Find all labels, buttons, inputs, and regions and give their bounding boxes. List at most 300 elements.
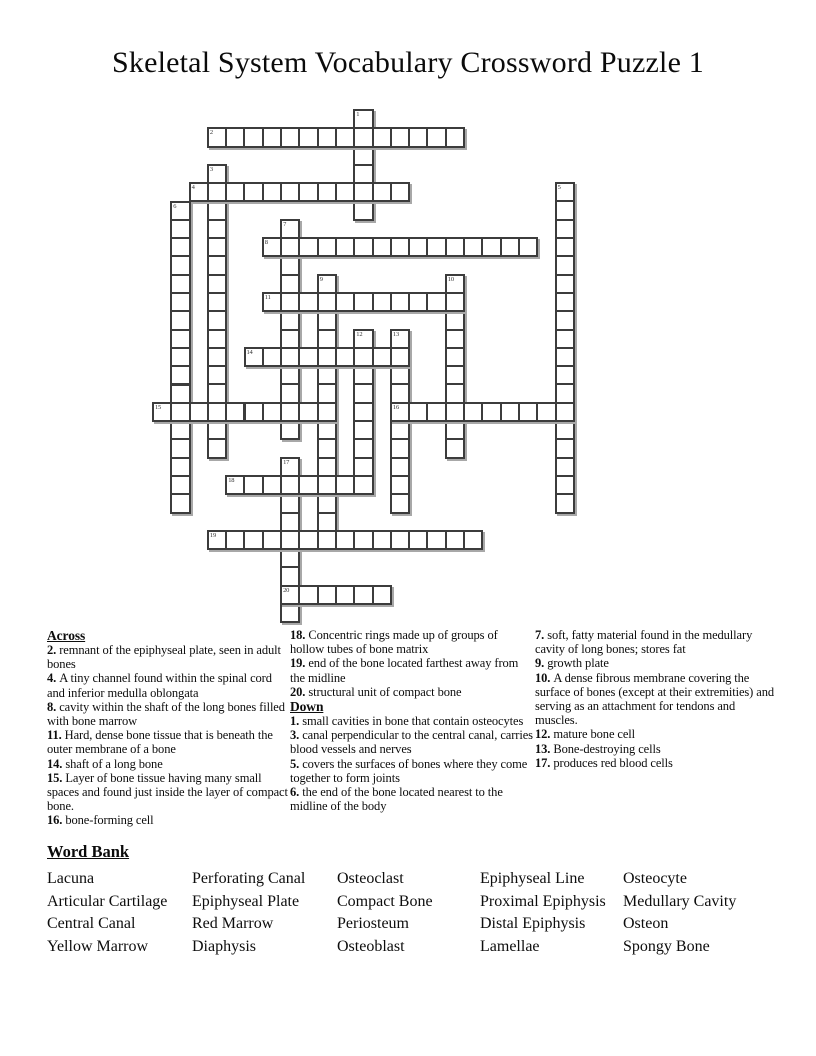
clue-text: remnant of the epiphyseal plate, seen in adult bones [47,643,281,672]
grid-cell[interactable] [390,402,410,422]
clue-20-across [290,685,534,699]
grid-cell[interactable] [317,329,337,349]
grid-cell[interactable] [445,347,465,367]
grid-cell[interactable] [280,383,300,403]
word-bank-item: Epiphyseal Line [480,870,585,887]
grid-cell[interactable] [280,475,300,495]
grid-cell[interactable] [518,402,538,422]
grid-cell[interactable] [298,292,318,312]
word-bank-item: Distal Epiphysis [480,915,586,933]
grid-cell[interactable] [372,182,392,202]
grid-cell[interactable] [170,255,190,275]
grid-cell[interactable] [170,457,190,477]
grid-cell[interactable] [298,530,318,550]
grid-cell[interactable] [170,201,190,221]
word-16-across [390,402,575,422]
grid-cell[interactable] [555,310,575,330]
grid-cell[interactable] [280,310,300,330]
grid-cell[interactable] [445,438,465,458]
grid-cell[interactable] [555,347,575,367]
grid-cell[interactable] [500,237,520,257]
grid-cell[interactable] [555,292,575,312]
clue-text: Hard, dense bone tissue that is beneath the outer membrane of a bone [47,728,273,757]
clue-2-across [47,643,291,671]
clue-15-across [47,771,291,814]
grid-cell[interactable] [445,365,465,385]
crossword-grid [152,109,575,624]
word-18-across [225,475,373,495]
grid-cell[interactable] [353,530,373,550]
grid-cell[interactable] [189,402,209,422]
clue-12-down [535,727,779,741]
word-bank-header: Word Bank [47,842,130,861]
grid-cell[interactable] [390,127,410,147]
grid-cell[interactable] [207,438,227,458]
word-1-down [353,109,373,221]
grid-cell[interactable] [481,402,501,422]
clue-number-label: 18 [228,477,235,484]
grid-cell[interactable] [353,585,373,605]
grid-cell[interactable] [207,347,227,367]
grid-cell[interactable] [555,475,575,495]
grid-cell[interactable] [317,493,337,513]
grid-cell[interactable] [317,530,337,550]
word-bank-item: Diaphysis [192,937,256,955]
grid-cell[interactable] [262,347,282,367]
grid-cell[interactable] [555,255,575,275]
grid-cell[interactable] [170,274,190,294]
grid-cell[interactable] [280,512,300,532]
grid-cell[interactable] [372,237,392,257]
grid-cell[interactable] [390,365,410,385]
grid-cell[interactable] [426,292,446,312]
grid-cell[interactable] [481,237,501,257]
grid-cell[interactable] [317,292,337,312]
grid-cell[interactable] [335,530,355,550]
word-bank-grid [47,868,779,958]
grid-cell[interactable] [353,201,373,221]
grid-cell[interactable] [170,384,190,404]
grid-cell[interactable] [280,255,300,275]
grid-cell[interactable] [262,292,282,312]
grid-cell[interactable] [555,237,575,257]
grid-cell[interactable] [317,475,337,495]
grid-cell[interactable] [280,347,300,367]
clue-text: bone-forming cell [65,813,154,828]
grid-cell[interactable] [317,274,337,294]
clue-text: mature bone cell [553,727,636,742]
grid-cell[interactable] [207,420,227,440]
grid-cell[interactable] [555,402,575,422]
across-header: Across [47,628,86,643]
grid-cell[interactable] [317,585,337,605]
grid-cell[interactable] [426,127,446,147]
grid-cell[interactable] [207,200,227,220]
grid-cell[interactable] [280,237,300,257]
down-header: Down [290,699,324,715]
grid-cell[interactable] [353,402,373,422]
grid-cell[interactable] [372,530,392,550]
grid-cell[interactable] [555,493,575,513]
grid-cell[interactable] [353,237,373,257]
clue-number: 19. [290,656,309,671]
grid-cell[interactable] [317,237,337,257]
grid-cell[interactable] [298,127,318,147]
grid-cell[interactable] [445,292,465,312]
grid-cell[interactable] [170,402,190,422]
grid-cell[interactable] [262,127,282,147]
word-bank-item: Central Canal [47,915,136,933]
grid-cell[interactable] [317,127,337,147]
grid-cell[interactable] [207,164,227,184]
grid-cell[interactable] [353,146,373,166]
clue-text: produces red blood cells [553,755,673,770]
grid-cell[interactable] [500,402,520,422]
clue-number: 12. [535,727,554,742]
word-bank-item: Compact Bone [337,892,433,910]
clue-number: 20. [290,684,309,699]
word-bank-item: Osteoclast [337,870,404,887]
grid-cell[interactable] [317,310,337,330]
grid-cell[interactable] [555,420,575,440]
clue-text: small cavities in bone that contain osteocytes [302,714,524,729]
grid-cell[interactable] [262,237,282,257]
grid-cell[interactable] [335,585,355,605]
clue-number: 18. [290,628,309,642]
grid-cell[interactable] [280,219,300,239]
grid-cell[interactable] [390,347,410,367]
word-bank-item: Proximal Epiphysis [480,892,606,910]
grid-cell[interactable] [280,530,300,550]
word-8-across [262,237,539,257]
grid-cell[interactable] [390,383,410,403]
clue-number: 17. [535,755,554,770]
grid-cell[interactable] [555,365,575,385]
grid-cell[interactable] [280,457,300,477]
word-bank-item: Red Marrow [192,915,274,933]
grid-cell[interactable] [335,127,355,147]
grid-cell[interactable] [390,475,410,495]
grid-cell[interactable] [353,457,373,477]
grid-cell[interactable] [390,457,410,477]
grid-cell[interactable] [225,475,245,495]
grid-cell[interactable] [408,292,428,312]
grid-cell[interactable] [225,530,245,550]
grid-cell[interactable] [445,310,465,330]
clue-number: 10. [535,670,554,685]
grid-cell[interactable] [207,182,227,202]
clue-text: Bone-destroying cells [553,741,661,756]
clue-4-across [47,671,291,699]
grid-cell[interactable] [189,182,209,202]
clue-18-across [290,628,534,656]
grid-cell[interactable] [280,493,300,513]
clue-8-across [47,700,291,728]
grid-cell[interactable] [280,585,300,605]
word-4-across [189,182,411,202]
grid-cell[interactable] [445,127,465,147]
grid-cell[interactable] [317,383,337,403]
word-11-across [262,292,465,312]
word-bank-item: Lacuna [47,870,95,887]
grid-cell[interactable] [280,365,300,385]
grid-cell[interactable] [317,438,337,458]
clue-text: A dense fibrous membrane covering the surface of bones (except at their extremities) and serving as an attachment for tendons and muscles. [535,670,774,728]
clue-11-across [47,728,291,756]
grid-cell[interactable] [262,182,282,202]
grid-cell[interactable] [463,237,483,257]
grid-cell[interactable] [555,200,575,220]
grid-cell[interactable] [280,127,300,147]
grid-cell[interactable] [207,310,227,330]
grid-cell[interactable] [445,274,465,294]
clue-1-down [290,714,534,728]
grid-cell[interactable] [280,292,300,312]
grid-cell[interactable] [372,585,392,605]
grid-cell[interactable] [262,475,282,495]
clue-number: 13. [535,741,554,756]
grid-cell[interactable] [353,365,373,385]
grid-cell[interactable] [390,420,410,440]
grid-cell[interactable] [390,292,410,312]
grid-cell[interactable] [463,530,483,550]
grid-cell[interactable] [280,548,300,568]
grid-cell[interactable] [353,475,373,495]
word-bank-item: Osteoblast [337,937,405,955]
grid-cell[interactable] [445,420,465,440]
clue-number: 1. [290,714,303,729]
grid-cell[interactable] [243,127,263,147]
clue-text: covers the surfaces of bones where they come together to form joints [290,756,528,785]
grid-cell[interactable] [317,365,337,385]
grid-cell[interactable] [280,420,300,440]
clue-number-label: 7 [283,220,287,228]
grid-cell[interactable] [170,420,190,440]
grid-cell[interactable] [262,530,282,550]
clue-number-label: 8 [264,239,268,247]
grid-cell[interactable] [170,493,190,513]
grid-cell[interactable] [555,457,575,477]
grid-cell[interactable] [555,182,575,202]
grid-cell[interactable] [207,237,227,257]
clue-number-label: 5 [557,184,561,192]
clue-number: 3. [290,728,303,743]
word-bank-item: Epiphyseal Plate [192,892,300,910]
grid-cell[interactable] [353,329,373,349]
grid-cell[interactable] [335,182,355,202]
grid-cell[interactable] [207,402,227,422]
grid-cell[interactable] [353,438,373,458]
grid-cell[interactable] [243,475,263,495]
grid-cell[interactable] [207,329,227,349]
clue-number-label: 12 [356,330,363,338]
clue-number: 8. [47,699,60,714]
grid-cell[interactable] [555,274,575,294]
grid-cell[interactable] [353,109,373,129]
grid-cell[interactable] [390,182,410,202]
grid-cell[interactable] [280,566,300,586]
grid-cell[interactable] [353,182,373,202]
grid-cell[interactable] [408,530,428,550]
grid-cell[interactable] [317,182,337,202]
grid-cell[interactable] [170,292,190,312]
grid-cell[interactable] [152,402,172,422]
grid-cell[interactable] [426,402,446,422]
grid-cell[interactable] [298,402,318,422]
grid-cell[interactable] [390,438,410,458]
grid-cell[interactable] [225,182,245,202]
clue-text: Concentric rings made up of groups of hollow tubes of bone matrix [290,628,498,657]
grid-cell[interactable] [170,347,190,367]
grid-cell[interactable] [445,402,465,422]
grid-cell[interactable] [426,530,446,550]
clue-number: 15. [47,770,66,785]
grid-cell[interactable] [353,383,373,403]
grid-cell[interactable] [244,347,264,367]
grid-cell[interactable] [207,127,227,147]
clue-number: 11. [47,728,65,743]
grid-cell[interactable] [207,219,227,239]
grid-cell[interactable] [243,530,263,550]
clue-number: 9. [535,656,548,671]
clue-number-label: 1 [356,111,360,118]
grid-cell[interactable] [445,383,465,403]
word-bank-item: Lamellae [480,937,540,955]
grid-cell[interactable] [170,237,190,257]
clue-10-down [535,671,779,728]
clue-19-across [290,656,534,684]
grid-cell[interactable] [280,274,300,294]
grid-cell[interactable] [317,512,337,532]
word-bank-item: Osteon [623,915,669,933]
clue-16-across [47,813,291,827]
grid-cell[interactable] [372,127,392,147]
grid-cell[interactable] [207,365,227,385]
clue-text: A tiny channel found within the spinal cord and inferior medulla oblongata [47,671,272,700]
grid-cell[interactable] [170,310,190,330]
clue-number-label: 20 [283,586,290,594]
word-5-down [555,182,575,513]
grid-cell[interactable] [555,329,575,349]
grid-cell[interactable] [445,329,465,349]
grid-cell[interactable] [518,237,538,257]
grid-cell[interactable] [225,402,245,422]
grid-cell[interactable] [555,219,575,239]
grid-cell[interactable] [280,182,300,202]
word-bank-item: Perforating Canal [192,870,306,887]
grid-cell[interactable] [170,219,190,239]
grid-cell[interactable] [317,457,337,477]
grid-cell[interactable] [225,127,245,147]
grid-cell[interactable] [445,530,465,550]
grid-cell[interactable] [408,237,428,257]
grid-cell[interactable] [335,347,355,367]
grid-cell[interactable] [408,402,428,422]
grid-cell[interactable] [298,347,318,367]
grid-cell[interactable] [170,365,190,385]
grid-cell[interactable] [280,402,300,422]
clue-17-down [535,756,779,770]
grid-cell[interactable] [298,237,318,257]
grid-cell[interactable] [390,493,410,513]
clue-6-down [290,785,534,813]
grid-cell[interactable] [170,329,190,349]
clue-14-across [47,757,291,771]
clue-number: 7. [535,628,548,642]
clue-number-label: 4 [191,184,195,192]
clue-text: the end of the bone located nearest to the midline of the body [290,785,503,814]
grid-cell[interactable] [244,402,264,422]
clue-text: Layer of bone tissue having many small spaces and found just inside the layer of compact bone. [47,770,288,814]
grid-cell[interactable] [207,255,227,275]
grid-cell[interactable] [372,292,392,312]
clues-column-3 [535,628,779,770]
grid-cell[interactable] [280,603,300,623]
grid-cell[interactable] [207,292,227,312]
grid-cell[interactable] [207,274,227,294]
grid-cell[interactable] [317,347,337,367]
grid-cell[interactable] [372,347,392,367]
grid-cell[interactable] [463,402,483,422]
grid-cell[interactable] [390,237,410,257]
grid-cell[interactable] [555,383,575,403]
grid-cell[interactable] [298,182,318,202]
clue-13-down [535,742,779,756]
clue-number-label: 10 [447,275,454,283]
clue-number: 14. [47,756,66,771]
grid-cell[interactable] [298,475,318,495]
grid-cell[interactable] [353,164,373,184]
grid-cell[interactable] [426,237,446,257]
grid-cell[interactable] [555,438,575,458]
clue-number-label: 13 [392,330,399,338]
clue-text: growth plate [547,656,609,671]
clue-number-label: 6 [173,202,177,210]
grid-cell[interactable] [353,292,373,312]
grid-cell[interactable] [262,402,282,422]
grid-cell[interactable] [207,383,227,403]
clue-number-label: 2 [209,129,213,137]
word-bank-item: Medullary Cavity [623,892,737,910]
grid-cell[interactable] [335,475,355,495]
grid-cell[interactable] [445,237,465,257]
grid-cell[interactable] [353,347,373,367]
grid-cell[interactable] [170,475,190,495]
grid-cell[interactable] [298,585,318,605]
clue-number-label: 3 [209,165,213,173]
word-bank-section [47,843,779,958]
grid-cell[interactable] [353,127,373,147]
grid-cell[interactable] [317,402,337,422]
grid-cell[interactable] [317,420,337,440]
grid-cell[interactable] [353,420,373,440]
clue-number-label: 15 [155,403,162,411]
grid-cell[interactable] [280,329,300,349]
grid-cell[interactable] [335,292,355,312]
clue-number: 16. [47,813,66,828]
grid-cell[interactable] [390,329,410,349]
grid-cell[interactable] [170,438,190,458]
grid-cell[interactable] [390,530,410,550]
clue-number-label: 17 [283,458,290,466]
grid-cell[interactable] [536,402,556,422]
grid-cell[interactable] [243,182,263,202]
grid-cell[interactable] [207,530,227,550]
word-20-across [280,585,392,605]
clue-number: 5. [290,756,303,771]
grid-cell[interactable] [335,237,355,257]
grid-cell[interactable] [408,127,428,147]
